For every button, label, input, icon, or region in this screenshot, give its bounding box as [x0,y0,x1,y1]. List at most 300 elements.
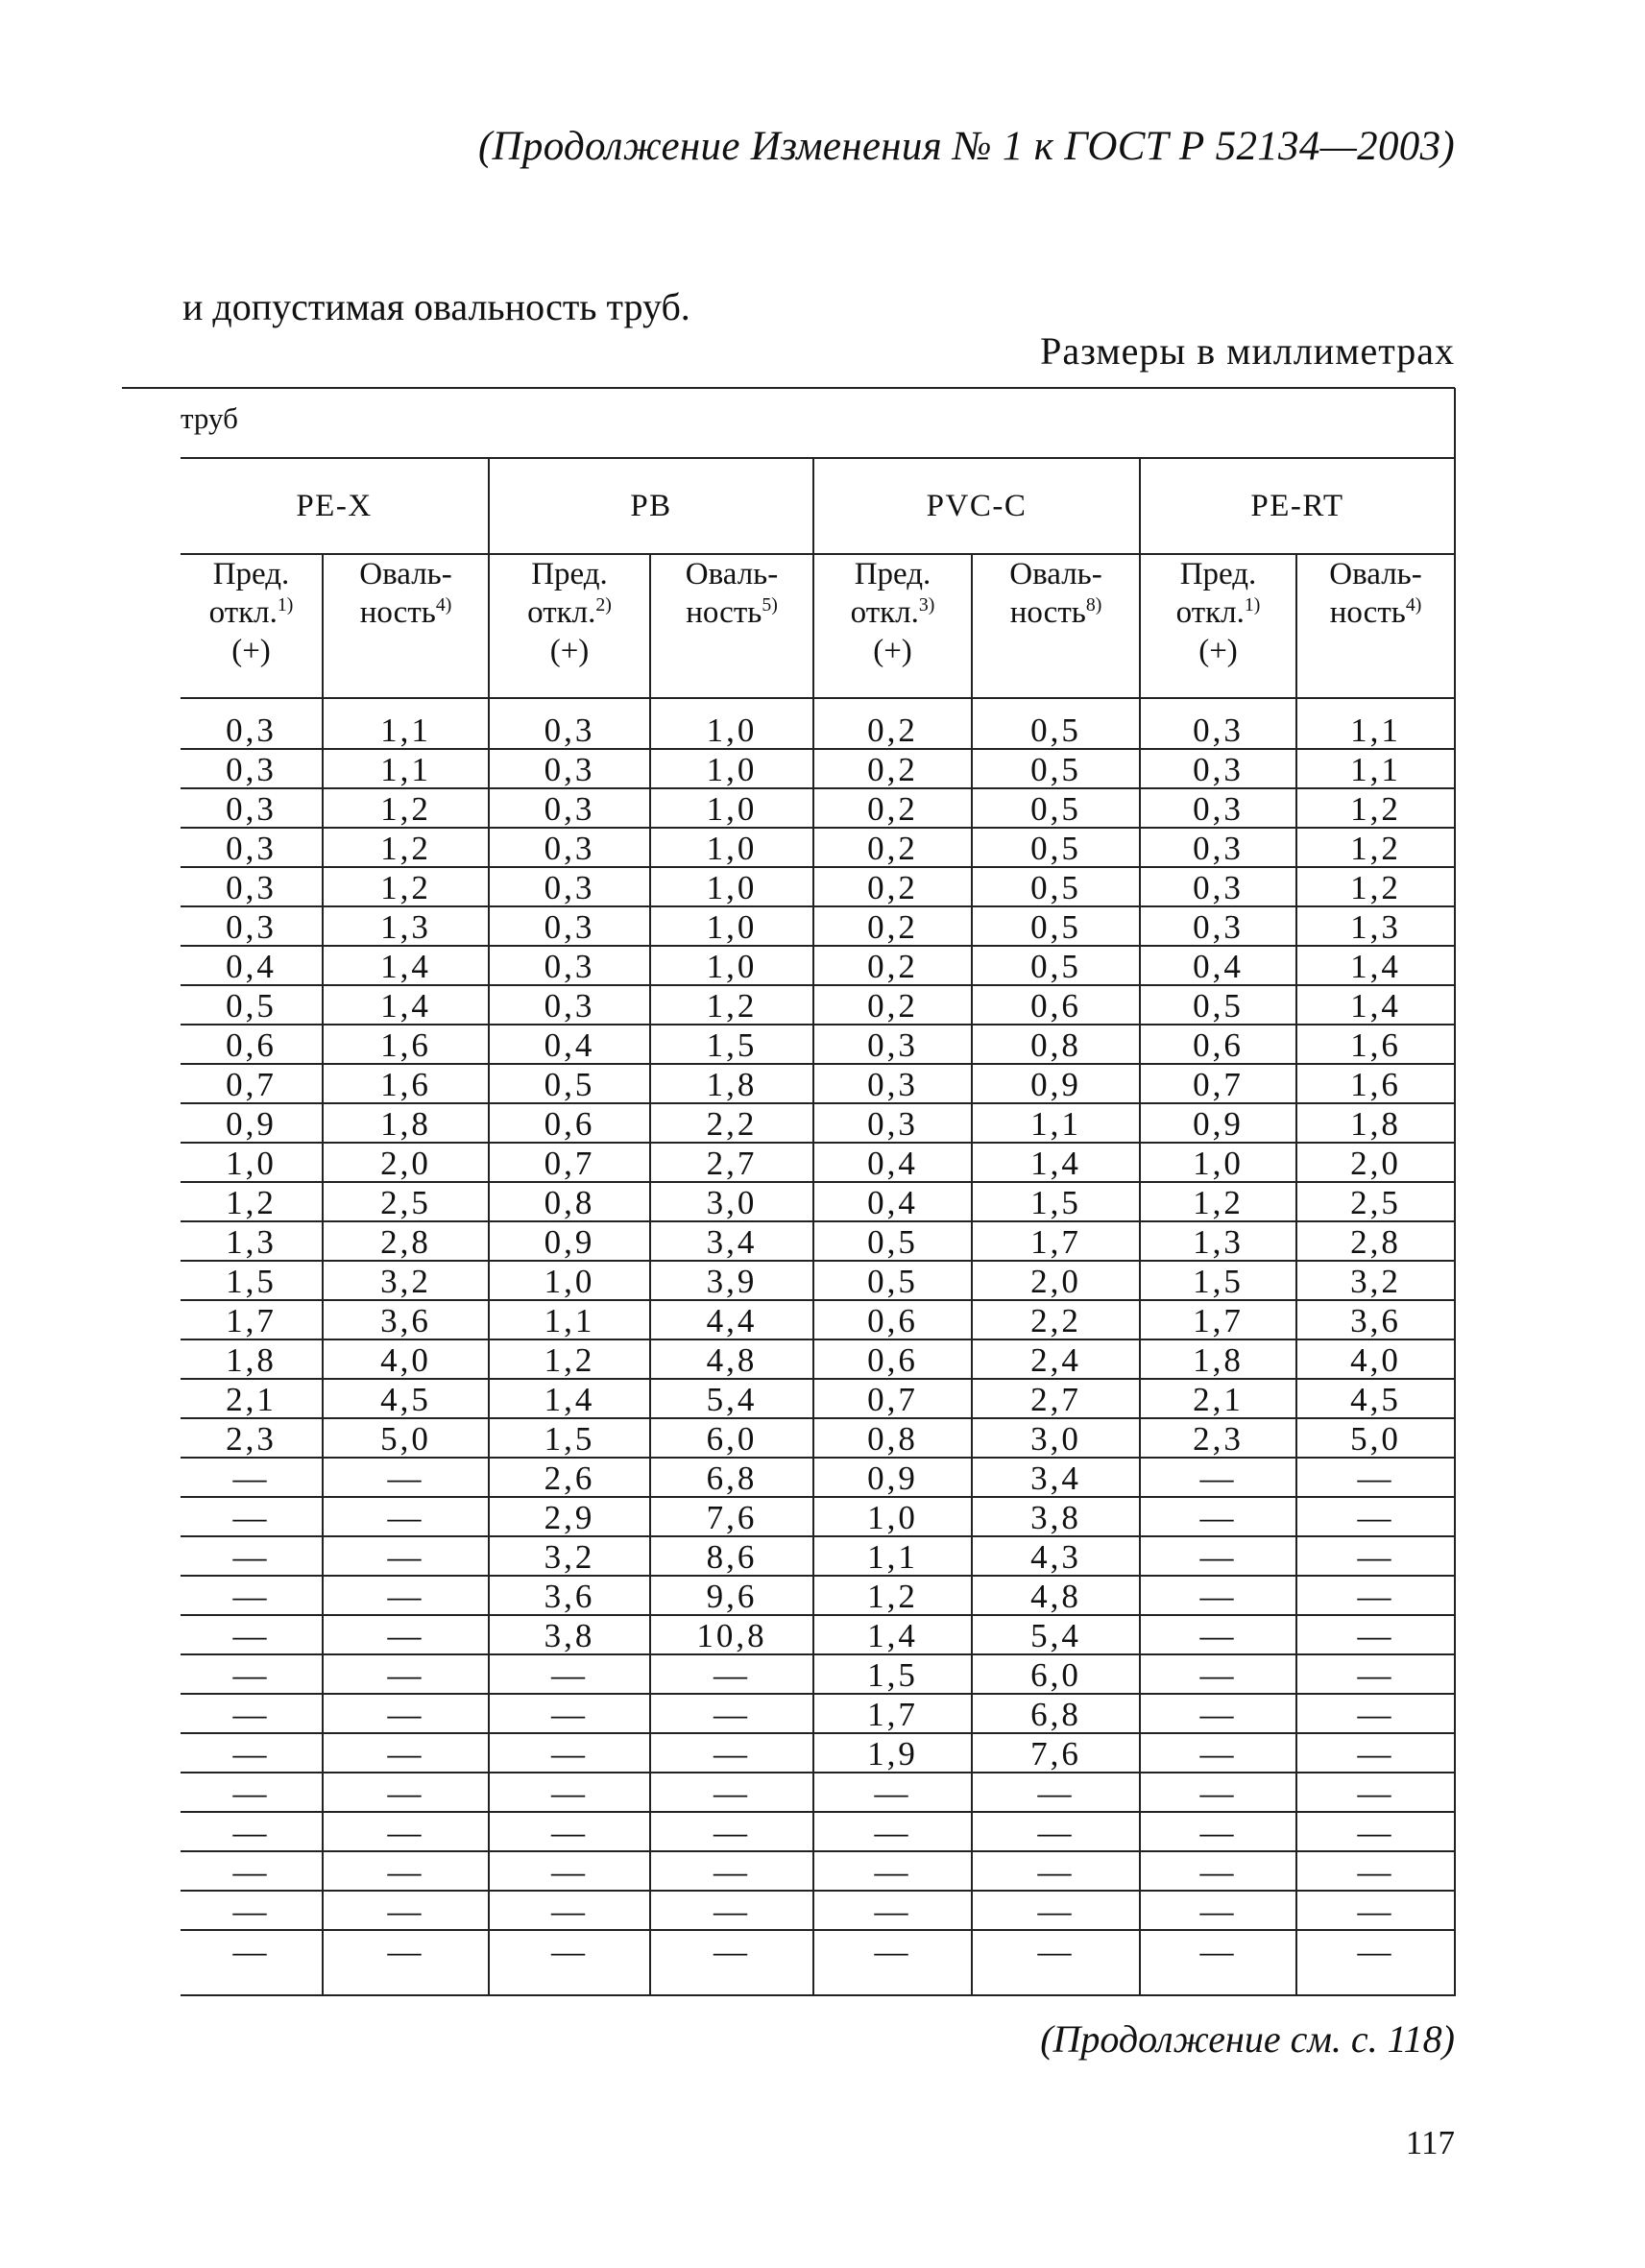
subheader-line: (+) [873,634,912,668]
table-cell: 1,8 [1140,1339,1296,1379]
table-cell: 3,0 [650,1182,813,1221]
table-cell: 9,6 [650,1576,813,1615]
table-cell: 0,5 [1140,985,1296,1025]
table-cell: 4,0 [1296,1339,1455,1379]
table-row [181,1851,1455,1891]
table-cell: 1,2 [323,828,489,867]
table-cell: 2,0 [323,1143,489,1182]
column-subheader [813,554,972,698]
material-header-pvc-c: PVC-C [813,458,1140,554]
table-cell: — [323,1576,489,1615]
table-cell: 1,0 [650,711,813,749]
table-cell: — [181,1891,323,1930]
table-cell: 2,8 [323,1221,489,1261]
table-cell: — [489,1733,650,1773]
subheader-text: откл. [208,595,278,630]
table-cell: 3,2 [489,1536,650,1576]
material-header-pe-rt: PE-RT [1140,458,1455,554]
table-cell: 1,8 [181,1339,323,1379]
page-number: 117 [1405,2124,1455,2161]
table-cell: 1,5 [650,1025,813,1064]
table-cell: — [489,1930,650,1995]
table-cell: — [813,1930,972,1995]
table-cell: 0,8 [972,1025,1140,1064]
table-row [181,1103,1455,1143]
subheader-text: откл. [1175,595,1245,630]
material-header-pe-x: PE-X [181,458,489,554]
table-cell: 0,7 [813,1379,972,1418]
table-cell: 0,4 [813,1143,972,1182]
table-cell: — [181,1694,323,1733]
table-cell: 2,3 [181,1418,323,1458]
table-cell: — [1296,1733,1455,1773]
table-cell: 0,4 [1140,946,1296,985]
table-cell: 0,3 [1140,711,1296,749]
table-cell: — [1140,1654,1296,1694]
table-cell: — [1140,1773,1296,1812]
table-cell: — [489,1851,650,1891]
table-cell: — [323,1733,489,1773]
table-cell: 0,5 [972,711,1140,749]
subheader-line [651,593,812,632]
table-cell: 0,2 [813,946,972,985]
table-cell: — [181,1497,323,1536]
table-cell: 4,4 [650,1300,813,1339]
table-cell: 0,3 [813,1103,972,1143]
table-cell: 1,0 [813,1497,972,1536]
table-cell: 1,0 [181,1143,323,1182]
table-cell: 1,8 [323,1103,489,1143]
table-cell: — [181,1851,323,1891]
table-cell: 1,8 [1296,1103,1455,1143]
table-cell: 1,7 [813,1694,972,1733]
table-row [181,1339,1455,1379]
table-cell: — [813,1773,972,1812]
table-cell: 3,9 [650,1261,813,1300]
table-cell: — [972,1930,1140,1995]
table-cell: 2,4 [972,1339,1140,1379]
table-cell: 1,2 [1140,1182,1296,1221]
table-title-fragment: труб [181,401,238,435]
table-cell: — [1140,1851,1296,1891]
table-cell: 4,8 [650,1339,813,1379]
table-cell: 1,4 [972,1143,1140,1182]
table-cell: 0,7 [1140,1064,1296,1103]
subheader-text: ность [686,595,762,630]
table-row [181,1418,1455,1458]
table-cell: 0,5 [972,867,1140,906]
table-cell: 3,4 [972,1458,1140,1497]
table-cell: 8,6 [650,1536,813,1576]
table-cell: 0,3 [1140,828,1296,867]
table-cell: 2,0 [972,1261,1140,1300]
table-cell: — [323,1654,489,1694]
table-cell: 1,0 [650,749,813,788]
table-cell: — [489,1891,650,1930]
footnote-ref: 3) [918,594,935,615]
table-cell: 0,5 [972,788,1140,828]
subheader-text: ность [1329,595,1406,630]
table-cell: 3,2 [1296,1261,1455,1300]
table-cell: 0,5 [489,1064,650,1103]
table-cell: 1,1 [1296,749,1455,788]
table-cell: 3,8 [489,1615,650,1654]
footnote-ref: 2) [595,594,612,615]
table-cell: 2,3 [1140,1418,1296,1458]
table-cell: — [1140,1615,1296,1654]
table-cell: 3,8 [972,1497,1140,1536]
table-cell: — [489,1773,650,1812]
table-cell: — [181,1615,323,1654]
units-caption: Размеры в миллиметрах [1040,329,1455,373]
table-cell: 0,3 [489,985,650,1025]
table-cell: — [1140,1694,1296,1733]
table-row [181,1812,1455,1851]
table-cell: 1,3 [181,1221,323,1261]
table-cell: 2,7 [650,1143,813,1182]
tolerance-table [181,388,1456,1996]
table-cell: 4,5 [323,1379,489,1418]
table-cell: 1,5 [181,1261,323,1300]
table-cell: 1,1 [1296,711,1455,749]
table-cell: 5,4 [972,1615,1140,1654]
table-cell: 3,6 [323,1300,489,1339]
table-cell: 1,7 [972,1221,1140,1261]
table-cell: 7,6 [650,1497,813,1536]
table-cell: 1,0 [650,867,813,906]
footnote-ref: 4) [1405,594,1422,615]
subheader-line: Пред. [212,557,290,591]
table-cell: — [181,1773,323,1812]
table-cell: — [650,1654,813,1694]
table-cell: 0,2 [813,867,972,906]
table-cell: 0,5 [972,946,1140,985]
subheader-line: Оваль- [359,557,452,591]
table-cell: 0,8 [489,1182,650,1221]
table-cell: 1,2 [650,985,813,1025]
table-cell: 1,7 [181,1300,323,1339]
table-cell: — [323,1694,489,1733]
table-cell: — [1296,1851,1455,1891]
table-cell: — [489,1654,650,1694]
table-cell: 2,5 [1296,1182,1455,1221]
table-cell: — [323,1930,489,1995]
table-cell: 0,3 [1140,788,1296,828]
column-subheader [489,554,650,698]
intro-text: и допустимая овальность труб. [182,285,690,328]
table-cell: 2,0 [1296,1143,1455,1182]
footnote-ref: 5) [762,594,778,615]
table-cell: — [650,1930,813,1995]
subheader-row [181,554,1455,698]
table-cell: — [323,1458,489,1497]
table-row [181,1379,1455,1418]
table-cell: — [1296,1891,1455,1930]
table-cell: — [1140,1576,1296,1615]
table-cell: 1,6 [1296,1064,1455,1103]
table-cell: 1,0 [489,1261,650,1300]
table-cell: 0,6 [489,1103,650,1143]
table-cell: — [813,1851,972,1891]
table-cell: 6,0 [650,1418,813,1458]
table-cell: — [1140,1812,1296,1851]
table-cell: 0,9 [1140,1103,1296,1143]
table-cell: 1,6 [1296,1025,1455,1064]
table-row [181,1182,1455,1221]
table-cell: 0,7 [181,1064,323,1103]
table-row [181,711,1455,749]
table-cell: — [650,1773,813,1812]
table-cell: — [181,1930,323,1995]
subheader-line [181,593,322,632]
table-cell: 3,6 [489,1576,650,1615]
table-cell: — [181,1576,323,1615]
table-cell: 1,1 [489,1300,650,1339]
table-cell: — [1296,1930,1455,1995]
table-cell: 1,4 [1296,946,1455,985]
table-cell: 0,3 [181,828,323,867]
column-subheader [323,554,489,698]
table-cell: — [972,1773,1140,1812]
table-row [181,1733,1455,1773]
table-cell: 0,2 [813,788,972,828]
page-header: (Продолжение Изменения № 1 к ГОСТ Р 52134—2003) [477,124,1455,169]
table-cell: 2,6 [489,1458,650,1497]
subheader-line: (+) [1198,634,1238,668]
subheader-line: Оваль- [1009,557,1102,591]
table-row [181,1300,1455,1339]
column-subheader [1140,554,1296,698]
table-cell: 0,3 [489,788,650,828]
table-cell: 4,8 [972,1576,1140,1615]
table-cell: 0,9 [181,1103,323,1143]
table-cell: 3,0 [972,1418,1140,1458]
table-cell: 0,2 [813,828,972,867]
table-row [181,1891,1455,1930]
table-cell: — [972,1891,1140,1930]
table-cell: — [1296,1654,1455,1694]
table-cell: — [650,1733,813,1773]
table-cell: — [1296,1694,1455,1733]
table-cell: 0,6 [1140,1025,1296,1064]
table-row [181,1930,1455,1995]
table-row [181,906,1455,946]
table-cell: 1,2 [323,867,489,906]
subheader-line: Пред. [1179,557,1257,591]
table-cell: 1,8 [650,1064,813,1103]
table-cell: 0,5 [813,1221,972,1261]
table-cell: — [1296,1536,1455,1576]
table-cell: 3,6 [1296,1300,1455,1339]
table-cell: 0,6 [813,1339,972,1379]
table-cell: — [1296,1497,1455,1536]
table-cell: 0,2 [813,749,972,788]
subheader-text: ность [1009,595,1086,630]
table-cell: 0,3 [181,867,323,906]
subheader-line [324,593,488,632]
table-cell: 0,2 [813,906,972,946]
table-cell: 1,0 [650,906,813,946]
table-cell: — [181,1536,323,1576]
table-row [181,985,1455,1025]
table-cell: — [181,1654,323,1694]
table-cell: 0,4 [181,946,323,985]
column-subheader [650,554,813,698]
table-cell: — [1140,1458,1296,1497]
table-cell: 0,2 [813,711,972,749]
table-cell: 5,4 [650,1379,813,1418]
table-row [181,867,1455,906]
table-cell: — [1296,1458,1455,1497]
table-cell: 1,5 [972,1182,1140,1221]
table-cell: 1,5 [489,1418,650,1458]
table-cell: 1,4 [813,1615,972,1654]
table-cell: — [323,1891,489,1930]
material-header-pb: PB [489,458,813,554]
subheader-line [1141,593,1295,632]
subheader-line [1297,593,1454,632]
table-cell: 0,6 [181,1025,323,1064]
table-cell: — [1296,1812,1455,1851]
table-cell: 0,3 [1140,867,1296,906]
table-row [181,1064,1455,1103]
table-cell: — [181,1458,323,1497]
subheader-line [490,593,649,632]
subheader-text: откл. [527,595,596,630]
table-cell: 2,9 [489,1497,650,1536]
table-cell: — [1296,1576,1455,1615]
table-cell: — [650,1694,813,1733]
table-cell: 1,2 [323,788,489,828]
table-cell: 4,3 [972,1536,1140,1576]
table-row [181,1615,1455,1654]
table-cell: 0,9 [489,1221,650,1261]
table-row [181,788,1455,828]
footnote-ref: 1) [1244,594,1261,615]
subheader-line: Пред. [531,557,608,591]
table-cell: 0,6 [972,985,1140,1025]
table-cell: 1,4 [489,1379,650,1418]
table-row [181,749,1455,788]
table-cell: 1,2 [813,1576,972,1615]
table-cell: 6,0 [972,1654,1140,1694]
table-cell: 0,3 [1140,906,1296,946]
table-cell: — [1140,1891,1296,1930]
table-cell: — [1296,1773,1455,1812]
table-row [181,1773,1455,1812]
table-cell: 0,5 [181,985,323,1025]
table-cell: — [323,1773,489,1812]
table-cell: — [1296,1615,1455,1654]
table-cell: — [1140,1497,1296,1536]
table-cell: 0,9 [813,1458,972,1497]
table-row [181,1576,1455,1615]
table-cell: 1,7 [1140,1300,1296,1339]
table-cell: 2,2 [972,1300,1140,1339]
table-cell: 0,8 [813,1418,972,1458]
table-cell: 4,5 [1296,1379,1455,1418]
table-cell: 0,5 [813,1261,972,1300]
table-cell: 2,5 [323,1182,489,1221]
table-cell: 5,0 [323,1418,489,1458]
table-cell: 1,6 [323,1025,489,1064]
table-cell: — [181,1812,323,1851]
subheader-line: Оваль- [685,557,779,591]
table-cell: — [323,1851,489,1891]
table-cell: 5,0 [1296,1418,1455,1458]
subheader-line: (+) [231,634,271,668]
table-cell: 1,2 [1296,788,1455,828]
table-row [181,1694,1455,1733]
footnote-ref: 4) [435,594,452,615]
table-cell: 0,3 [181,711,323,749]
table-cell: 0,3 [181,906,323,946]
table-cell: — [323,1812,489,1851]
table-cell: 1,2 [489,1339,650,1379]
table-cell: 0,7 [489,1143,650,1182]
table-cell: — [489,1694,650,1733]
table-cell: 1,0 [1140,1143,1296,1182]
table-cell: 1,2 [181,1182,323,1221]
table-cell: 0,4 [489,1025,650,1064]
table-cell: 0,4 [813,1182,972,1221]
table-cell: — [972,1851,1140,1891]
table-cell: — [650,1812,813,1851]
table-cell: 1,6 [323,1064,489,1103]
table-cell: 2,1 [181,1379,323,1418]
table-cell: — [650,1851,813,1891]
table-cell: — [1140,1930,1296,1995]
table-cell: 0,3 [813,1025,972,1064]
table-cell: 1,3 [1140,1221,1296,1261]
table-row [181,1143,1455,1182]
table-cell: 1,0 [650,828,813,867]
table-cell: — [489,1812,650,1851]
table-cell: 6,8 [972,1694,1140,1733]
column-subheader [181,554,323,698]
table-cell: 0,3 [489,946,650,985]
table-row [181,1458,1455,1497]
table-cell: 1,0 [650,788,813,828]
table-cell: — [323,1536,489,1576]
table-cell: 1,4 [1296,985,1455,1025]
table-row [181,1654,1455,1694]
footnote-ref: 1) [277,594,294,615]
subheader-text: ность [359,595,436,630]
table-cell: 0,9 [972,1064,1140,1103]
table-cell: 3,4 [650,1221,813,1261]
table-cell: 1,3 [1296,906,1455,946]
table-cell: 0,5 [972,828,1140,867]
table-cell: 1,3 [323,906,489,946]
table-cell: 0,2 [813,985,972,1025]
table-body [181,711,1455,1995]
table-title-cell [181,388,1455,458]
table-cell: 1,9 [813,1733,972,1773]
table-cell: 2,1 [1140,1379,1296,1418]
table-cell: 6,8 [650,1458,813,1497]
table-cell: 1,1 [813,1536,972,1576]
subheader-line: (+) [549,634,590,668]
footnote-ref: 8) [1085,594,1102,615]
table-row [181,1497,1455,1536]
subheader-line [973,593,1139,632]
column-subheader [972,554,1140,698]
table-row [181,828,1455,867]
table-cell: 0,6 [813,1300,972,1339]
table-cell: 0,3 [489,711,650,749]
table-cell: 0,3 [489,749,650,788]
